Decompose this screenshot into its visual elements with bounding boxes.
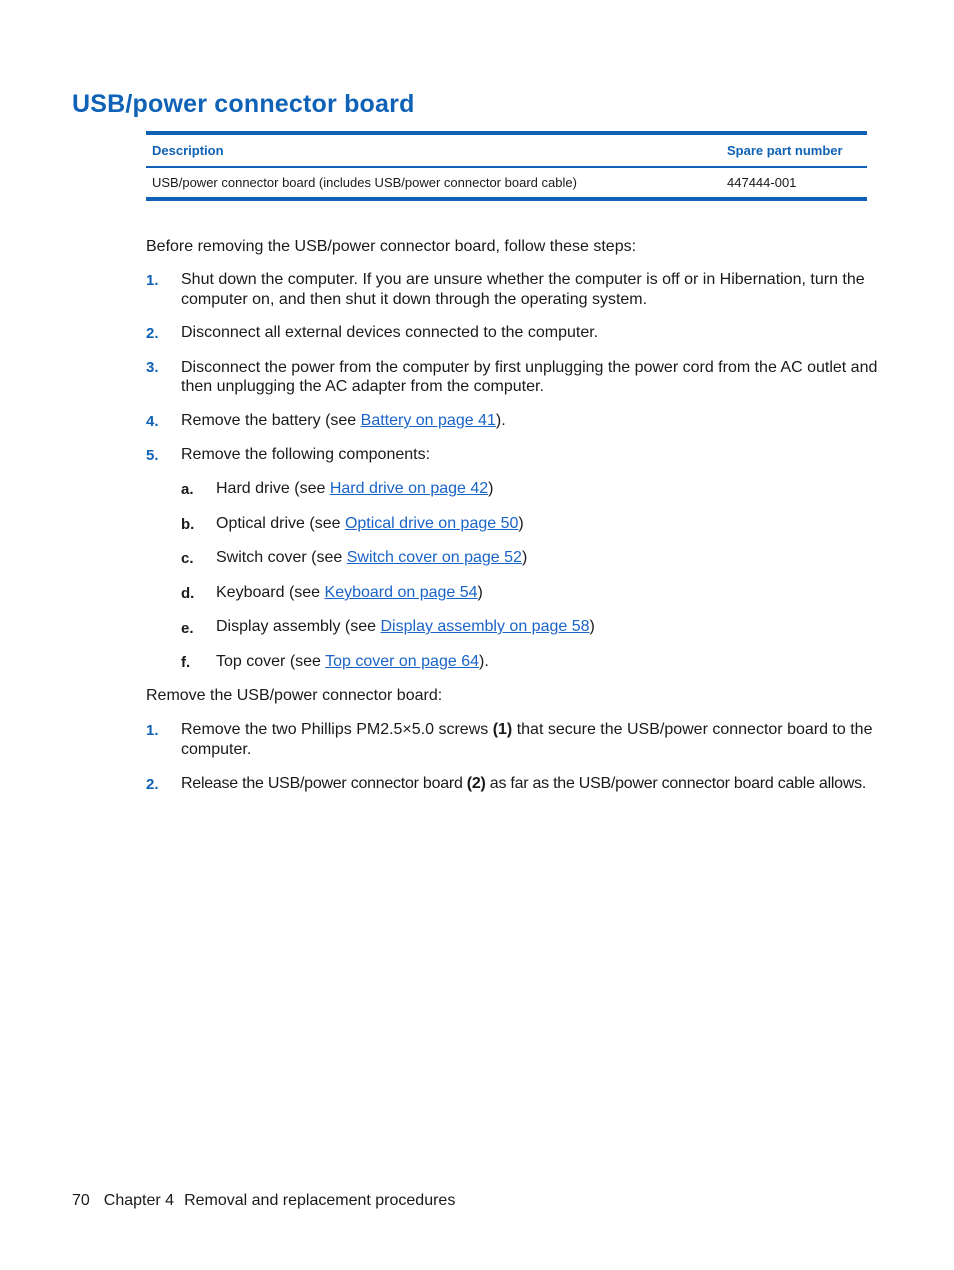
- step-text-prefix: Release the USB/power connector board: [181, 775, 467, 792]
- spare-parts-table: [146, 131, 867, 201]
- chapter-title: Removal and replacement procedures: [184, 1192, 456, 1209]
- step-text-suffix: that secure the USB/power connector board to the: [512, 721, 873, 738]
- sub-step-suffix: ): [488, 480, 494, 497]
- step-number: 1.: [146, 722, 159, 739]
- sub-step-letter: e.: [181, 620, 194, 637]
- display-assembly-link[interactable]: Display assembly on page 58: [380, 618, 590, 635]
- sub-step-letter: b.: [181, 516, 195, 533]
- intro-text: Before removing the USB/power connector board, follow these steps:: [146, 238, 637, 255]
- sub-step-prefix: Top cover (see: [216, 653, 326, 670]
- sub-step-text: [216, 514, 524, 534]
- sub-step-suffix: ): [521, 549, 528, 566]
- sub-step-text: [216, 617, 595, 637]
- sub-step-text: [216, 479, 493, 499]
- step-number: 3.: [146, 359, 159, 376]
- sub-step-suffix: ): [518, 515, 524, 532]
- page-number: 70: [72, 1192, 90, 1209]
- top-cover-link[interactable]: Top cover on page 64: [325, 653, 479, 670]
- sub-step-letter: a.: [181, 481, 194, 498]
- switch-cover-link[interactable]: Switch cover on page 52: [346, 549, 522, 566]
- keyboard-link[interactable]: Keyboard on page 54: [324, 584, 478, 601]
- step-text-prefix: Remove the two Phillips PM2.5×5.0 screws: [181, 721, 493, 738]
- sub-step-suffix: ): [589, 618, 595, 635]
- sub-step-text: [216, 583, 483, 603]
- step-text: Disconnect the power from the computer by first unplugging the power cord from the AC outlet and: [181, 359, 878, 376]
- sub-step-prefix: Hard drive (see: [216, 480, 330, 497]
- sub-step-letter: c.: [181, 550, 194, 567]
- step-text: Shut down the computer. If you are unsure whether the computer is off or in Hibernation, turn the: [181, 271, 865, 288]
- step-text-prefix: Remove the battery (see: [181, 412, 361, 429]
- optical-drive-link[interactable]: Optical drive on page 50: [344, 515, 519, 532]
- step-text: [181, 720, 872, 740]
- sub-step-prefix: Keyboard (see: [216, 584, 325, 601]
- step-number: 2.: [146, 776, 159, 793]
- table-row: [146, 167, 867, 199]
- table-header-row: [146, 133, 867, 167]
- step-text: Disconnect all external devices connected to the computer.: [181, 324, 599, 341]
- step-number: 2.: [146, 325, 159, 342]
- step-text: [181, 411, 506, 431]
- step-number: 4.: [146, 413, 159, 430]
- step-text-suffix: ).: [495, 412, 506, 429]
- sub-step-prefix: Switch cover (see: [216, 549, 347, 566]
- hard-drive-link[interactable]: Hard drive on page 42: [329, 480, 489, 497]
- sub-step-text: [216, 652, 489, 672]
- remove-intro-text: Remove the USB/power connector board:: [146, 687, 443, 704]
- table-cell-description: USB/power connector board (includes USB/power connector board cable): [152, 175, 577, 190]
- sub-step-text: [216, 548, 527, 568]
- column-header-spare-part-number: Spare part number: [717, 133, 867, 167]
- page-title: USB/power connector board: [72, 90, 415, 118]
- battery-link[interactable]: Battery on page 41: [360, 412, 496, 429]
- column-header-description: Description: [146, 133, 717, 167]
- sub-step-suffix: ): [477, 584, 483, 601]
- step-number: 1.: [146, 272, 159, 289]
- step-text-continued: computer.: [181, 741, 252, 758]
- step-number: 5.: [146, 447, 159, 464]
- sub-step-suffix: ).: [478, 653, 489, 670]
- callout-number: (2): [466, 775, 486, 792]
- table-cell-part-number: 447444-001: [727, 175, 797, 190]
- sub-step-letter: d.: [181, 585, 195, 602]
- step-text: [181, 774, 866, 794]
- callout-number: (1): [492, 721, 513, 738]
- page-footer: [72, 1192, 455, 1210]
- sub-step-prefix: Display assembly (see: [216, 618, 381, 635]
- step-text-suffix: as far as the USB/power connector board cable allows.: [485, 775, 867, 792]
- step-text-continued: computer on, and then shut it down through the operating system.: [181, 291, 648, 308]
- step-text-continued: then unplugging the AC adapter from the computer.: [181, 378, 544, 395]
- step-text: Remove the following components:: [181, 446, 431, 463]
- sub-step-letter: f.: [181, 654, 191, 671]
- sub-step-prefix: Optical drive (see: [216, 515, 345, 532]
- chapter-label: Chapter 4: [103, 1192, 175, 1209]
